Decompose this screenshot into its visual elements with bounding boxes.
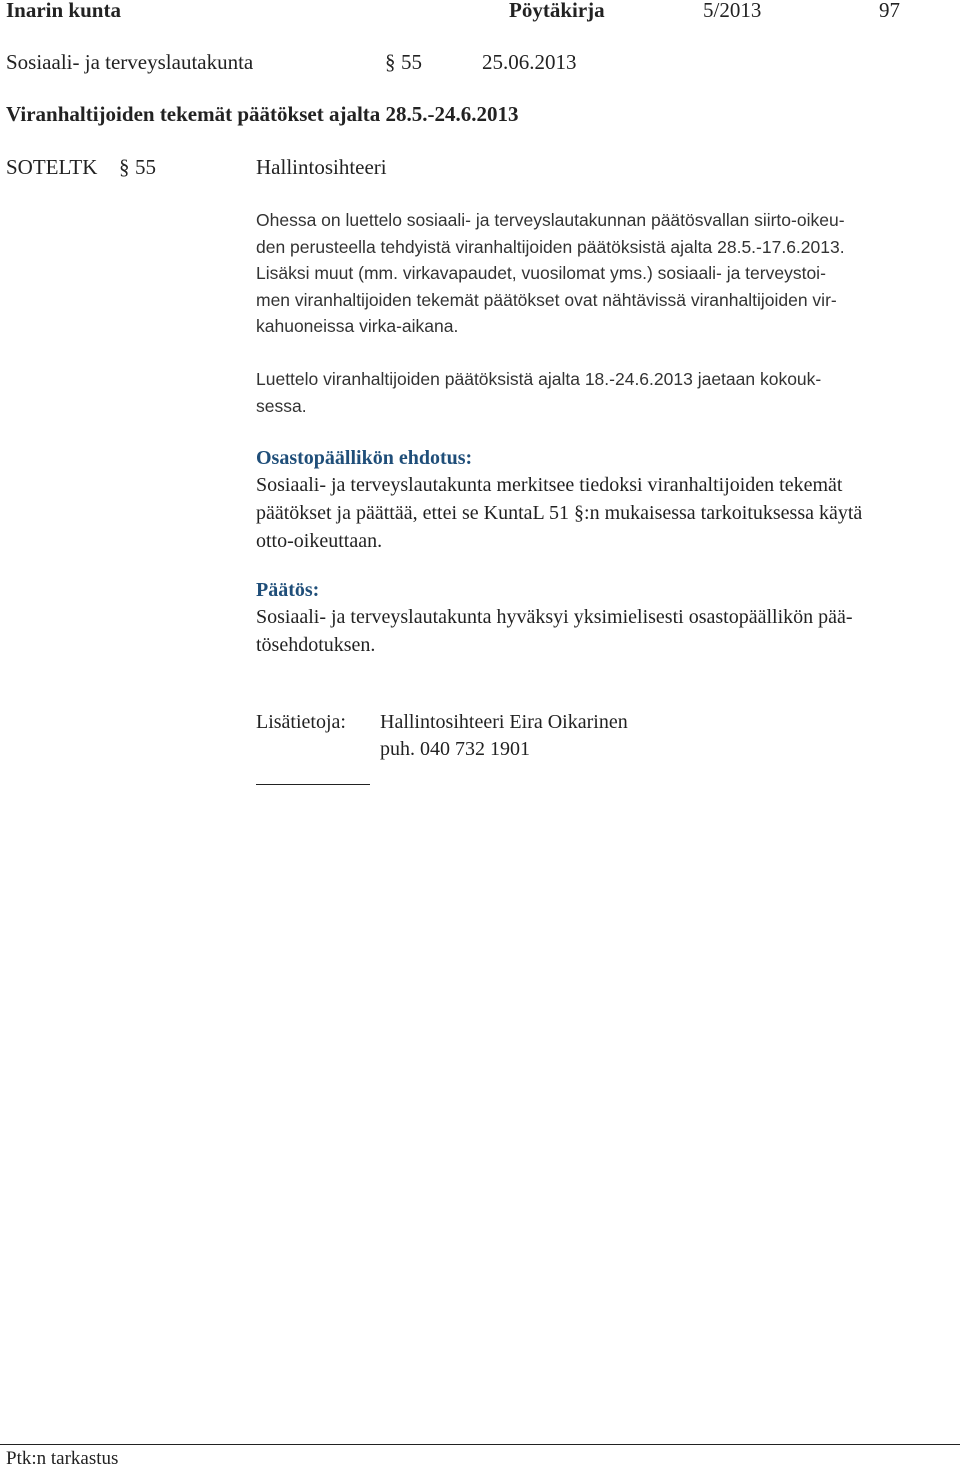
text-line: päätökset ja päättää, ettei se KuntaL 51 §:n mukaisessa tarkoituksessa käytä — [256, 502, 863, 524]
text-line: Ohessa on luettelo sosiaali- ja terveyslautakunnan päätösvallan siirto-oikeu- — [256, 210, 845, 230]
contact-name: Hallintosihteeri Eira Oikarinen — [380, 711, 628, 733]
text-line: men viranhaltijoiden tekemät päätökset ovat nähtävissä viranhaltijoiden vir- — [256, 289, 837, 310]
text-line: Sosiaali- ja terveyslautakunta merkitsee tiedoksi viranhaltijoiden tekemät — [256, 474, 843, 496]
decision-heading: Päätös: — [256, 579, 320, 601]
page-number: 97 — [879, 0, 900, 22]
text-line: otto-oikeuttaan. — [256, 530, 383, 552]
committee-name: Sosiaali- ja terveyslautakunta — [6, 50, 254, 74]
text-line: kahuoneissa virka-aikana. — [256, 316, 459, 336]
proposal-section — [256, 444, 956, 555]
municipality-name: Inarin kunta — [6, 0, 121, 22]
reference-section-symbol: § — [119, 155, 130, 179]
text-line: den perusteella tehdyistä viranhaltijoiden päätöksistä ajalta 28.5.-17.6.2013. — [256, 236, 845, 257]
reference-number: 55 — [135, 155, 156, 179]
page-title: Viranhaltijoiden tekemät päätökset ajalta 28.5.-24.6.2013 — [6, 102, 519, 126]
signature-line — [256, 784, 370, 785]
section-number: 55 — [401, 50, 422, 74]
contact-phone: puh. 040 732 1901 — [380, 738, 530, 760]
text-line: sessa. — [256, 395, 307, 416]
text-line: Sosiaali- ja terveyslautakunta hyväksyi yksimielisesti osastopäällikön pää- — [256, 606, 853, 628]
document-number: 5/2013 — [703, 0, 762, 22]
proposal-body — [256, 471, 956, 555]
decision-section — [256, 576, 956, 659]
intro-paragraph — [256, 207, 956, 340]
section-symbol: § — [385, 50, 396, 74]
text-line: Lisäksi muut (mm. virkavapaudet, vuosilomat yms.) sosiaali- ja terveystoi- — [256, 263, 826, 283]
document-type: Pöytäkirja — [509, 0, 605, 22]
footer-check-label: Ptk:n tarkastus — [6, 1448, 119, 1469]
list-paragraph — [256, 366, 956, 419]
decision-body — [256, 603, 956, 659]
text-line: tösehdotuksen. — [256, 634, 376, 656]
proposal-heading: Osastopäällikön ehdotus: — [256, 447, 473, 469]
reference-author: Hallintosihteeri — [256, 155, 387, 179]
contact-label: Lisätietoja: — [256, 711, 346, 733]
text-line: Luettelo viranhaltijoiden päätöksistä ajalta 18.-24.6.2013 jaetaan kokouk- — [256, 369, 822, 389]
reference-code: SOTELTK — [6, 155, 98, 179]
meeting-date: 25.06.2013 — [482, 50, 577, 74]
footer-divider — [0, 1444, 960, 1445]
